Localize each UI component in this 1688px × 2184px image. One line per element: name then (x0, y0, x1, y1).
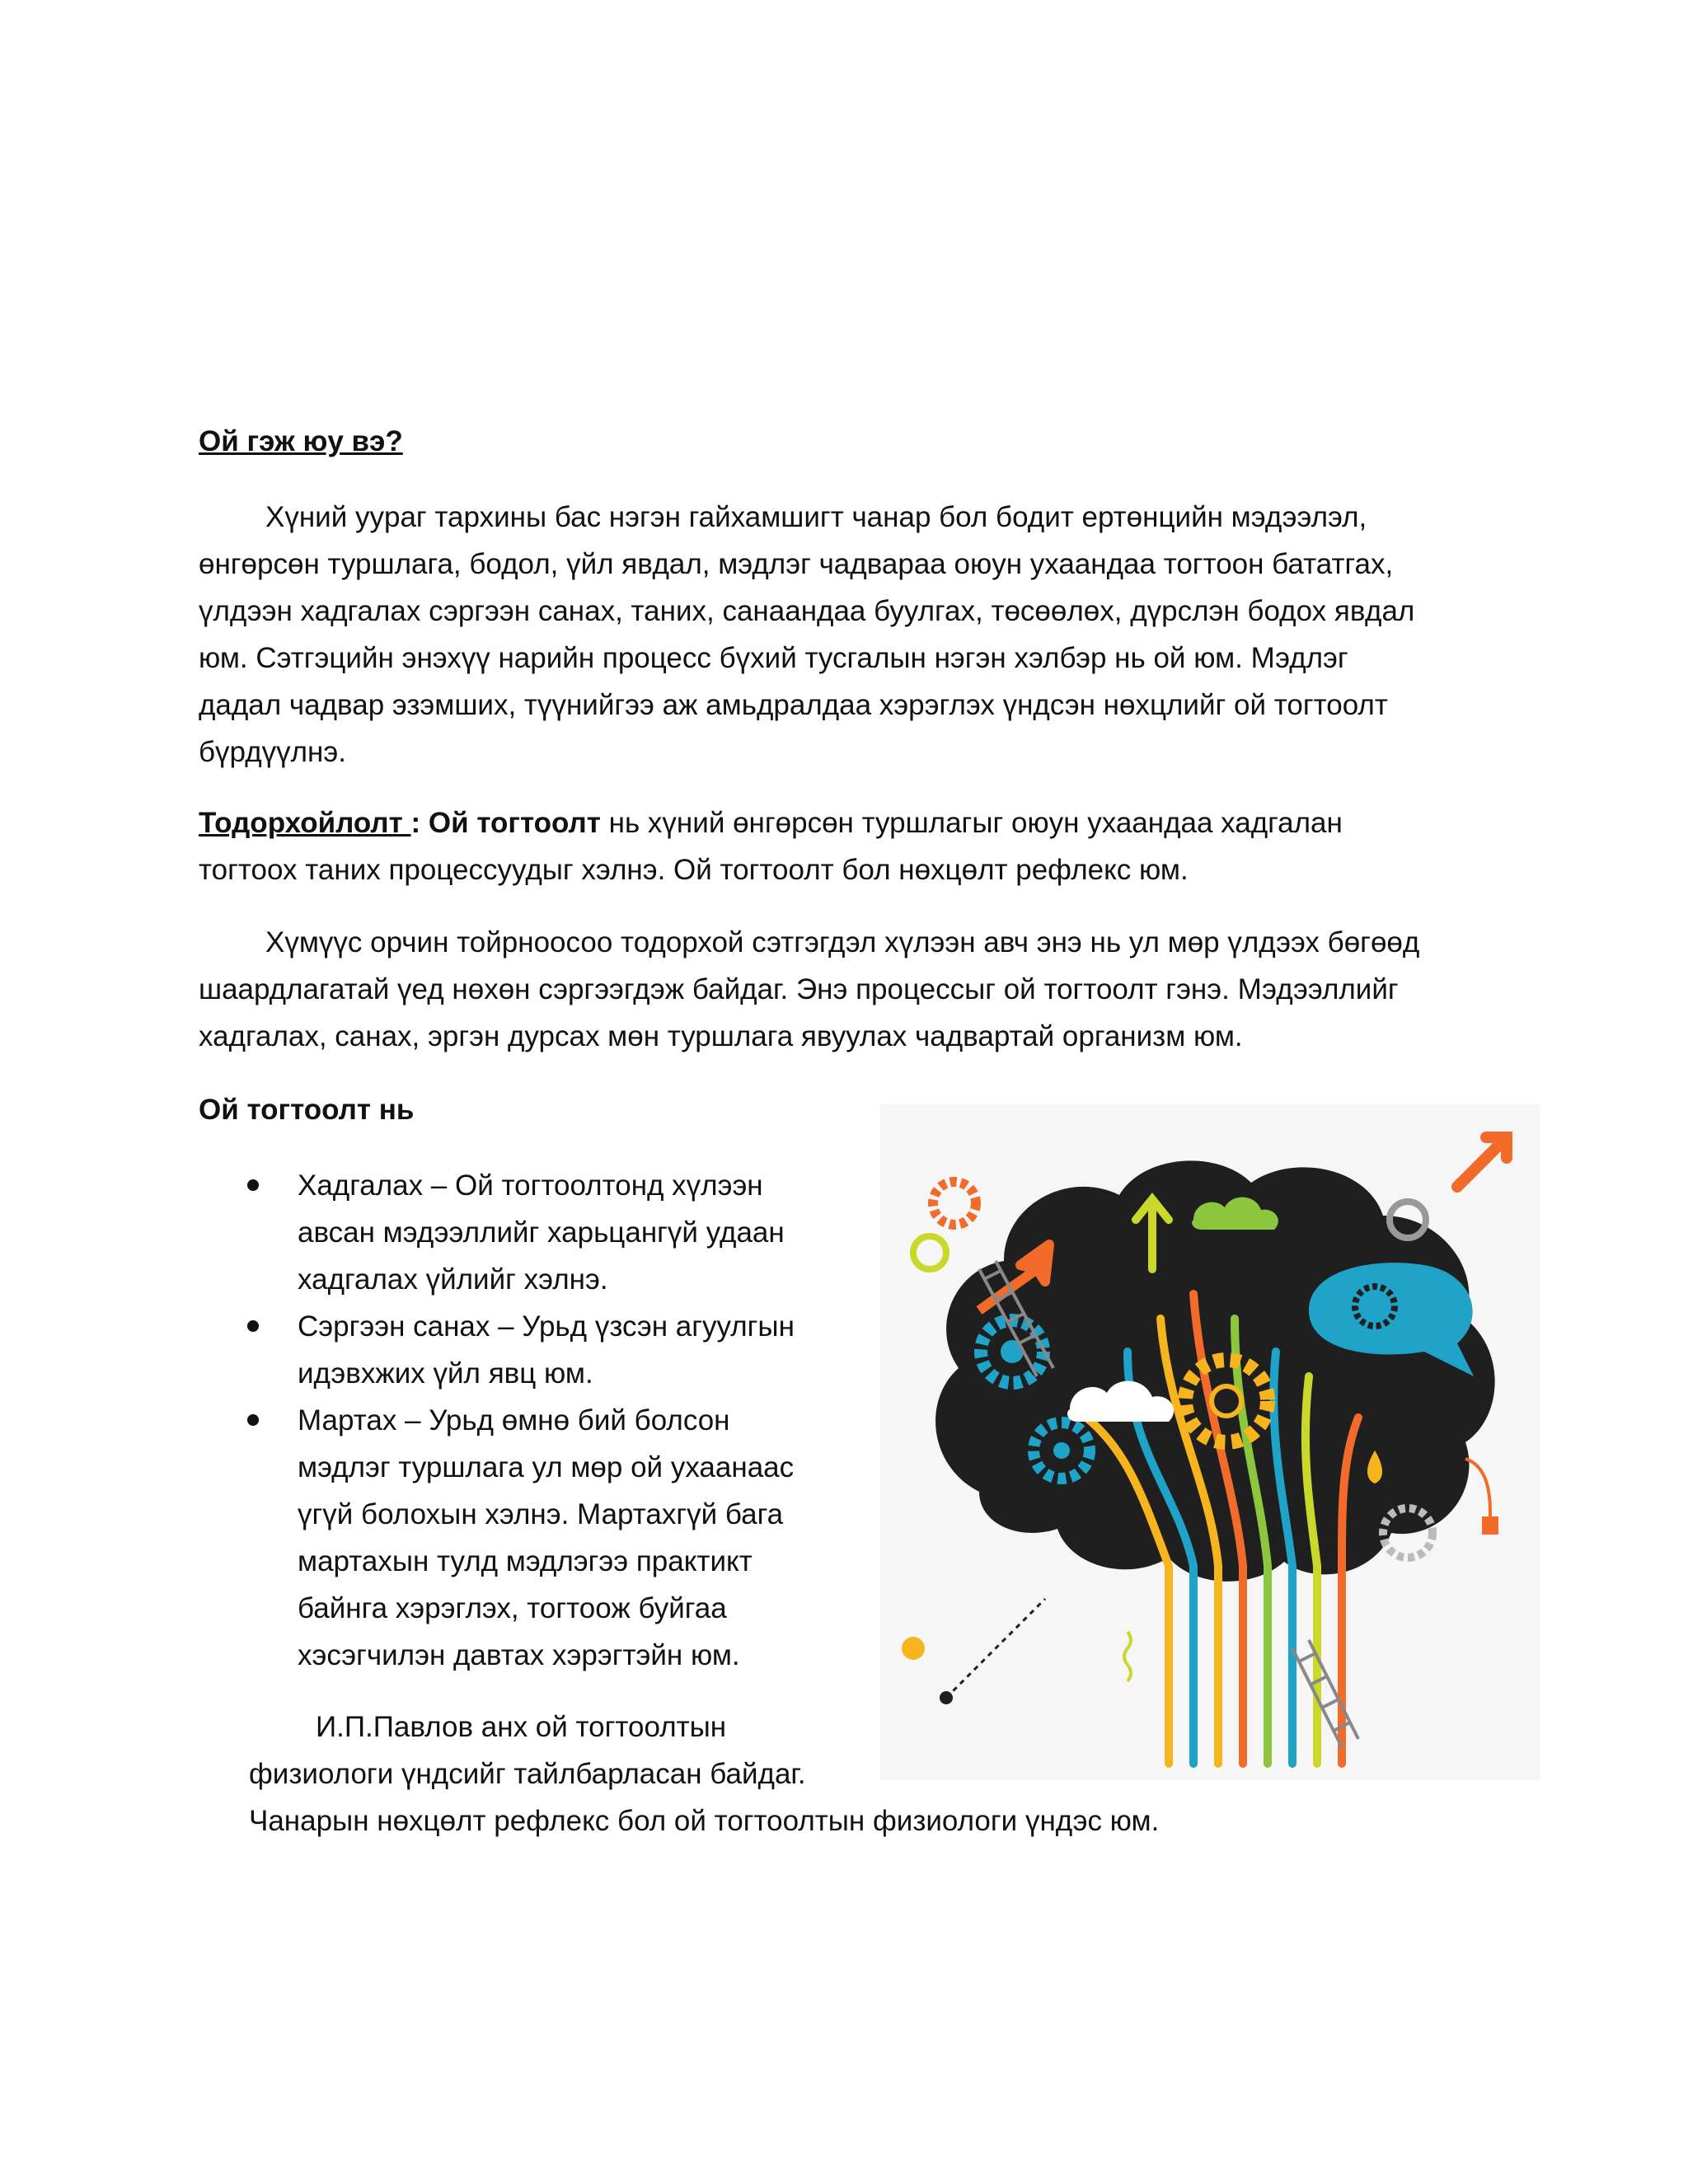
heading-what-is-memory: Ой гэж юу вэ? (199, 425, 403, 457)
paragraph-1-line-2: өнгөрсөн туршлага, бодол, үйл явдал, мэдлэг чадвараа оюун ухаандаа тогтоон бататгах, (199, 548, 1394, 580)
paragraph-2-line-1: Хүмүүс орчин тойрноосоо тодорхой сэтгэгдэл хүлээн авч энэ нь ул мөр үлдээх бөгөөд (265, 926, 1420, 958)
bullet-3-line-5: байнга хэрэглэх, тогтоож буйгаа (298, 1592, 727, 1624)
brain-illustration (880, 1104, 1540, 1780)
bullet-3-line-3: үгүй болохын хэлнэ. Мартахгүй бага (298, 1498, 784, 1530)
bullet-dot (247, 1320, 259, 1332)
definition-line-1 (199, 799, 1343, 846)
paragraph-2-line-2: шаардлагатай үед нөхөн сэргээгдэж байдаг. Энэ процессыг ой тогтоолт гэнэ. Мэдээллийг (199, 973, 1399, 1005)
paragraph-1-line-4: юм. Сэтгэцийн энэхүү нарийн процесс бүхий тусгалын нэгэн хэлбэр нь ой юм. Мэдлэг (199, 642, 1348, 674)
definition-colon: : (410, 807, 429, 839)
closing-line-3: Чанарын нөхцөлт рефлекс бол ой тогтоолтын физиологи үндэс юм. (249, 1805, 1160, 1837)
definition-label: Тодорхойлолт (199, 807, 411, 839)
definition-line-2: тогтоох таних процессуудыг хэлнэ. Ой тогтоолт бол нөхцөлт рефлекс юм. (199, 854, 1189, 886)
paragraph-1-line-6: бүрдүүлнэ. (199, 736, 346, 768)
bullet-3-line-1: Мартах – Урьд өмнө бий болсон (298, 1404, 730, 1436)
bullet-3-line-2: мэдлэг туршлага ул мөр ой ухаанаас (298, 1451, 795, 1483)
dot-decoration (902, 1637, 925, 1660)
closing-line-1: И.П.Павлов анх ой тогтоолтын (316, 1711, 727, 1743)
bullet-3-line-4: мартахын тулд мэдлэгээ практикт (298, 1545, 753, 1577)
paragraph-1-line-3: үлдээн хадгалах сэргээн санах, таних, санаандаа буулгах, төсөөлөх, дүрслэн бодох явдал (199, 595, 1415, 627)
definition-term: Ой тогтоолт (428, 807, 601, 839)
definition-text: нь хүний өнгөрсөн туршлагыг оюун ухаандаа хадгалан (600, 807, 1343, 839)
paragraph-2-line-3: хадгалах, санах, эргэн дурсах мөн туршлага явуулах чадвартай организм юм. (199, 1020, 1243, 1052)
bullet-2-line-1: Сэргээн санах – Урьд үзсэн агуулгын (298, 1310, 795, 1343)
heading-memory-types: Ой тогтоолт нь (199, 1094, 415, 1126)
closing-line-2: физиологи үндсийг тайлбарласан байдаг. (249, 1758, 806, 1790)
bullet-2-line-2: идэвхжих үйл явц юм. (298, 1357, 593, 1390)
paragraph-1-line-1: Хүний ууpаг тархины бас нэгэн гайхамшигт чанар бол бодит ертөнцийн мэдээлэл, (265, 501, 1367, 533)
bullet-1-line-1: Хадгалах – Ой тогтоолтонд хүлээн (298, 1169, 763, 1202)
bullet-1-line-2: авсан мэдээллийг харьцангүй удаан (298, 1216, 785, 1249)
bullet-dot (247, 1414, 259, 1426)
bullet-dot (247, 1179, 259, 1191)
bullet-3-line-6: хэсэгчилэн давтах хэрэгтэйн юм. (298, 1639, 740, 1671)
paragraph-1-line-5: дадал чадвар эзэмших, түүнийгээ аж амьдралдаа хэрэглэх үндсэн нөхцлийг ой тогтоолт (199, 689, 1388, 721)
bullet-1-line-3: хадгалах үйлийг хэлнэ. (298, 1263, 608, 1296)
